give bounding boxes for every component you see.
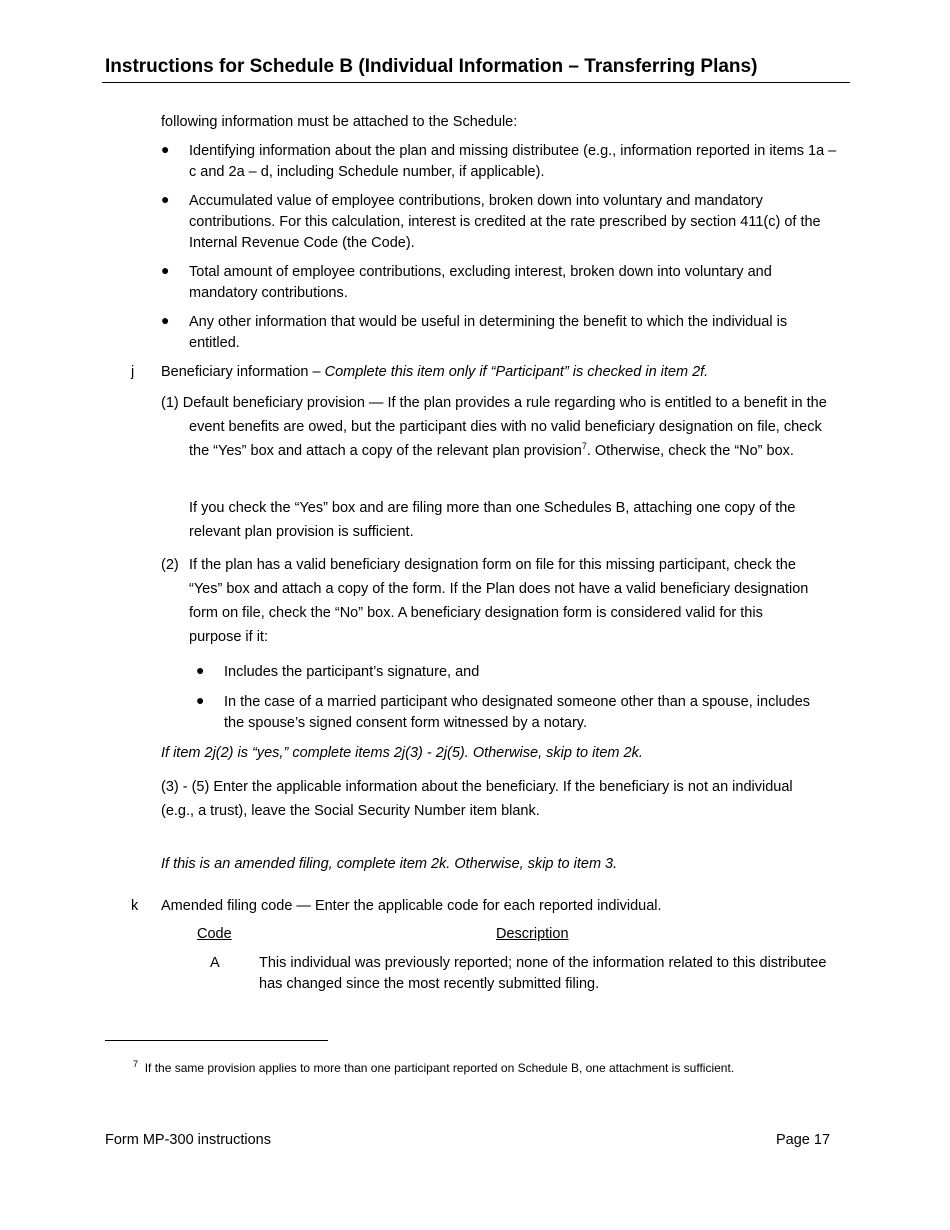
header-rule bbox=[102, 82, 850, 83]
bullet-marker: ● bbox=[196, 692, 205, 708]
intro-text: following information must be attached to the Schedule: bbox=[161, 114, 518, 130]
footnote-text: If the same provision applies to more than one participant reported on Schedule B, one attachment is sufficient. bbox=[144, 1061, 735, 1075]
footer-form-name: Form MP-300 instructions bbox=[105, 1132, 271, 1148]
description-column-header: Description bbox=[496, 926, 569, 942]
item-j-letter: j bbox=[131, 364, 135, 380]
description-cell: This individual was previously reported; none of the information related to this distributee has changed since the most recently submitted filing. bbox=[259, 955, 827, 992]
item-j1-text-after: . Otherwise, check the “No” box. bbox=[586, 443, 794, 459]
list-item: Total amount of employee contributions, excluding interest, broken down into voluntary and mandatory contributions. bbox=[189, 264, 772, 301]
item-j1-text: (1) Default beneficiary provision — If the plan provides a rule regarding who is entitled to a benefit in the event benefits are owed, but the participant dies with no valid beneficiary designation on file, check the “Yes” box and attach a copy of the relevant plan provision bbox=[161, 395, 827, 459]
item-k-text: Amended filing code — Enter the applicable code for each reported individual. bbox=[161, 898, 662, 914]
list-item: Includes the participant’s signature, and bbox=[224, 664, 480, 680]
page-number: Page 17 bbox=[776, 1132, 831, 1148]
item-j-label: Beneficiary information – bbox=[161, 364, 321, 380]
bullet-marker: ● bbox=[196, 662, 205, 678]
amended-note: If this is an amended filing, complete item 2k. Otherwise, skip to item 3. bbox=[161, 856, 618, 872]
bullet-marker: ● bbox=[161, 312, 170, 328]
item-j2-note: If item 2j(2) is “yes,” complete items 2j(3) - 2j(5). Otherwise, skip to item 2k. bbox=[161, 745, 643, 761]
item-j3-5-text: (3) - (5) Enter the applicable information about the beneficiary. If the beneficiary is not an individual (e.g., a trust), leave the Social Security Number item blank. bbox=[161, 779, 793, 819]
footnote bbox=[133, 1060, 734, 1076]
bullet-marker: ● bbox=[161, 141, 170, 157]
footnote-ref: 7 bbox=[581, 441, 587, 452]
list-item: Identifying information about the plan and missing distributee (e.g., information reported in items 1a – c and 2a – d, including Schedule number, if applicable). bbox=[189, 143, 837, 180]
item-j1-paragraph bbox=[161, 391, 839, 463]
item-k-letter: k bbox=[131, 898, 139, 914]
bullet-marker: ● bbox=[161, 191, 170, 207]
list-item: Accumulated value of employee contributions, broken down into voluntary and mandatory contributions. For this calculation, interest is credited at the rate prescribed by section 411(c) of the Internal Revenue Code (the Code). bbox=[189, 193, 821, 251]
item-j1-paragraph-2: If you check the “Yes” box and are filing more than one Schedules B, attaching one copy of the relevant plan provision is sufficient. bbox=[189, 500, 796, 540]
bullet-marker: ● bbox=[161, 262, 170, 278]
list-item: Any other information that would be useful in determining the benefit to which the individual is entitled. bbox=[189, 314, 788, 351]
code-cell: A bbox=[210, 955, 220, 971]
list-item: In the case of a married participant who designated someone other than a spouse, includes the spouse’s signed consent form witnessed by a notary. bbox=[224, 694, 811, 731]
item-j-note: Complete this item only if “Participant” is checked in item 2f. bbox=[324, 364, 709, 380]
footnote-number: 7 bbox=[133, 1059, 139, 1069]
code-column-header: Code bbox=[197, 926, 232, 942]
item-j-heading bbox=[161, 362, 841, 383]
item-j2-number: (2) bbox=[161, 557, 179, 573]
footnote-rule bbox=[105, 1040, 328, 1041]
item-j2-text: If the plan has a valid beneficiary designation form on file for this missing participant, check the “Yes” box and attach a copy of the form. If the Plan does not have a valid beneficiary designation form on file, check the “No” box. A beneficiary designation form is considered valid for this purpose if it: bbox=[189, 557, 809, 645]
page-title: Instructions for Schedule B (Individual Information – Transferring Plans) bbox=[105, 56, 758, 77]
